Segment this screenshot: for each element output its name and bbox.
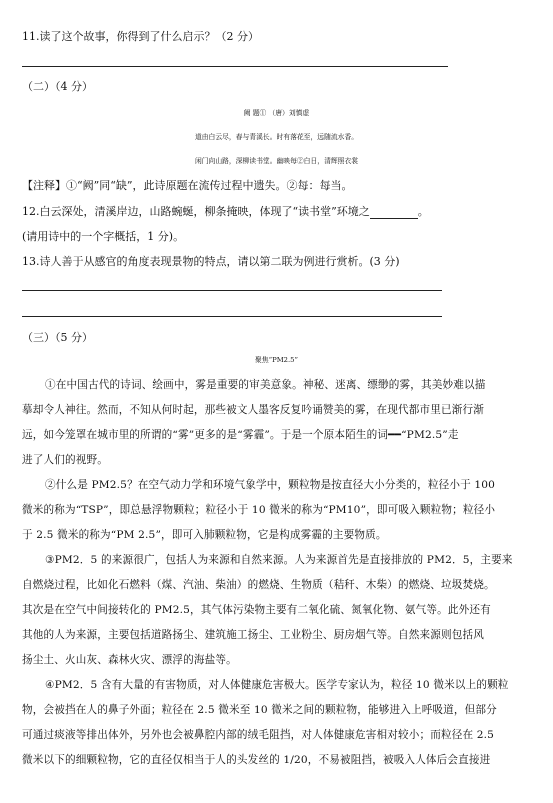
answer-line-q13-2[interactable] [22, 316, 442, 317]
article-line: ③PM2．5 的来源很广，包括人为来源和自然来源。人为来源首先是直接排放的 PM2．5，主要来 [45, 554, 513, 566]
article-title: 聚焦“PM2.5” [255, 356, 298, 364]
article-line: ①在中国古代的诗词、绘画中，雾是重要的审美意象。神秘、迷离、缥缈的雾，其美妙难以描 [45, 379, 486, 391]
article-line: 其他的人为来源，主要包括道路扬尘、建筑施工扬尘、工业粉尘、厨房烟气等。自然来源则包括风 [22, 629, 484, 641]
poem-note: 【注释】①“阙”同“缺”，此诗原题在流传过程中遗失。②每：每当。 [22, 179, 353, 192]
article-line: 进了人们的视野。 [22, 454, 108, 466]
article-line: 于 2.5 微米的称为“PM 2.5”，即可入肺颗粒物，它是构成雾霾的主要物质。 [22, 529, 387, 541]
question-12 [22, 205, 429, 219]
question-13: 13.诗人善于从感官的角度表现景物的特点，请以第二联为例进行赏析。(3 分) [22, 255, 400, 268]
answer-line-q11[interactable] [22, 66, 448, 67]
article-line: 可通过痰液等排出体外，另外也会被鼻腔内部的绒毛阻挡，对人体健康危害相对较小；而粒径在 2.5 [22, 729, 495, 741]
article-line: 微米以下的细颗粒物，它的直径仅相当于人的头发丝的 1/20，不易被阻挡，被吸入人体后会直接进 [22, 754, 491, 766]
question-11: 11.读了这个故事，你得到了什么启示？（2 分） [22, 30, 259, 43]
article-line: 其次是在空气中间接转化的 PM2.5，其气体污染物主要有二氧化硫、氮氧化物、氨气等。此外还有 [22, 604, 491, 616]
article-line: 物，会被挡在人的鼻子外面；粒径在 2.5 微米至 10 微米之间的颗粒物，能够进入上呼吸道，但部分 [22, 704, 497, 716]
article-line: ②什么是 PM2.5？在空气动力学和环境气象学中，颗粒物是按直径大小分类的，粒径小于 100 [45, 479, 496, 491]
article-line: 摹却令人神往。然而，不知从何时起，那些被文人墨客反复吟诵赞美的雾，在现代都市里已渐行渐 [22, 404, 484, 416]
question-12-text: 12.白云深处，清溪岸边，山路蜿蜒，柳条掩映，体现了“读书堂”环境之 [22, 205, 370, 218]
question-12-note: (请用诗中的一个字概括，1 分)。 [22, 230, 185, 243]
section-2-header: （二）（4 分） [22, 80, 93, 93]
poem-line-1: 道由白云尽，春与青溪长。时有落花至，远随流水香。 [194, 133, 359, 141]
question-12-blank[interactable] [370, 207, 418, 219]
section-3-header: （三）（5 分） [22, 331, 93, 344]
poem-line-2: 闲门向山路，深柳读书堂。幽映每②白日，清辉照衣裳 [194, 157, 359, 165]
article-line: 远，如今笼罩在城市里的所谓的“雾”更多的是“雾霾”。于是一个原本陌生的词━━“PM2.5”走 [22, 429, 459, 441]
article-line: 微米的称为“TSP”，即总悬浮物颗粒；粒径小于 10 微米的称为“PM10”，即可吸入颗粒物；粒径小 [22, 504, 496, 516]
poem-title: 阙 题① （唐）刘慎虚 [243, 109, 310, 117]
answer-line-q13-1[interactable] [22, 290, 442, 291]
question-12-end: 。 [417, 205, 429, 218]
article-line: 扬尘土、火山灰、森林火灾、漂浮的海盐等。 [22, 654, 237, 666]
article-line: ④PM2．5 含有大量的有害物质，对人体健康危害极大。医学专家认为，粒径 10 微米以上的颗粒 [45, 679, 509, 691]
article-line: 自燃烧过程，比如化石燃料（煤、汽油、柴油）的燃烧、生物质（秸秆、木柴）的燃烧、垃圾焚烧。 [22, 579, 495, 591]
